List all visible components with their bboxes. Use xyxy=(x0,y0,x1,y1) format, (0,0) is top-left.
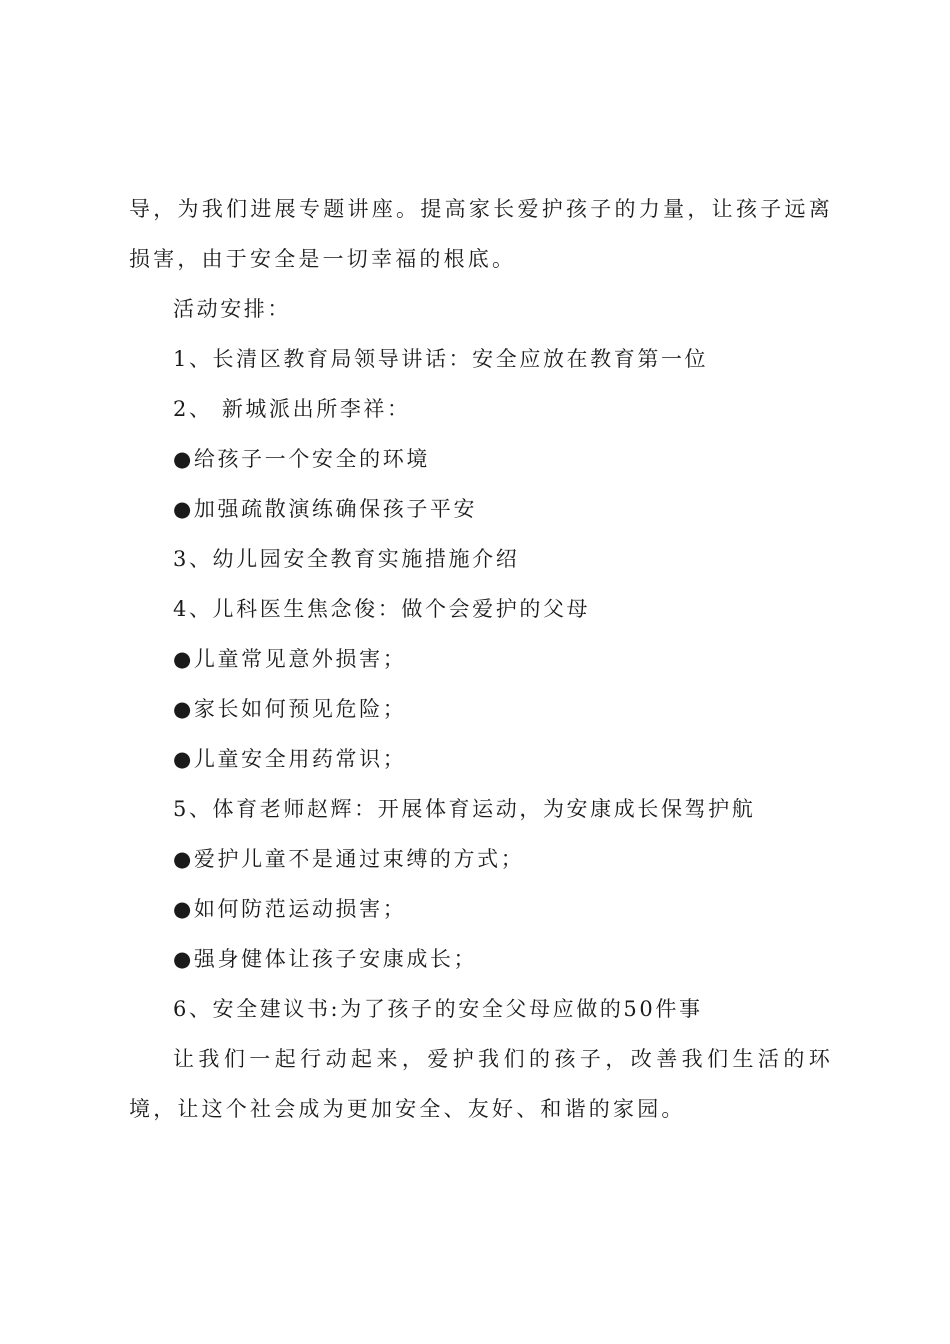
list-item: 6、安全建议书:为了孩子的安全父母应做的50件事 xyxy=(173,997,703,1021)
bullet-item: ●加强疏散演练确保孩子平安 xyxy=(173,497,478,521)
bullet-item: ●儿童常见意外损害； xyxy=(173,647,407,671)
list-item: 3、幼儿园安全教育实施措施介绍 xyxy=(173,547,520,571)
bullet-item: ●如何防范运动损害； xyxy=(173,897,407,921)
bullet-item: ●爱护儿童不是通过束缚的方式； xyxy=(173,847,525,871)
intro-paragraph: 导，为我们进展专题讲座。提高家长爱护孩子的力量，让孩子远离损害，由于安全是一切幸福的根底。 xyxy=(129,197,833,271)
bullet-item: ●儿童安全用药常识； xyxy=(173,747,407,771)
bullet-item: ●给孩子一个安全的环境 xyxy=(173,447,430,471)
bullet-item: ●强身健体让孩子安康成长； xyxy=(173,947,478,971)
list-item: 4、儿科医生焦念俊：做个会爱护的父母 xyxy=(173,597,591,621)
closing-paragraph: 让我们一起行动起来，爱护我们的孩子，改善我们生活的环境，让这个社会成为更加安全、友好、和谐的家园。 xyxy=(129,1047,833,1121)
list-item: 2、 新城派出所李祥： xyxy=(173,397,411,421)
list-item: 1、长清区教育局领导讲话：安全应放在教育第一位 xyxy=(173,347,709,371)
activity-heading: 活动安排： xyxy=(173,297,291,321)
list-item: 5、体育老师赵辉：开展体育运动，为安康成长保驾护航 xyxy=(173,797,756,821)
document-body xyxy=(129,184,833,1134)
bullet-item: ●家长如何预见危险； xyxy=(173,697,407,721)
